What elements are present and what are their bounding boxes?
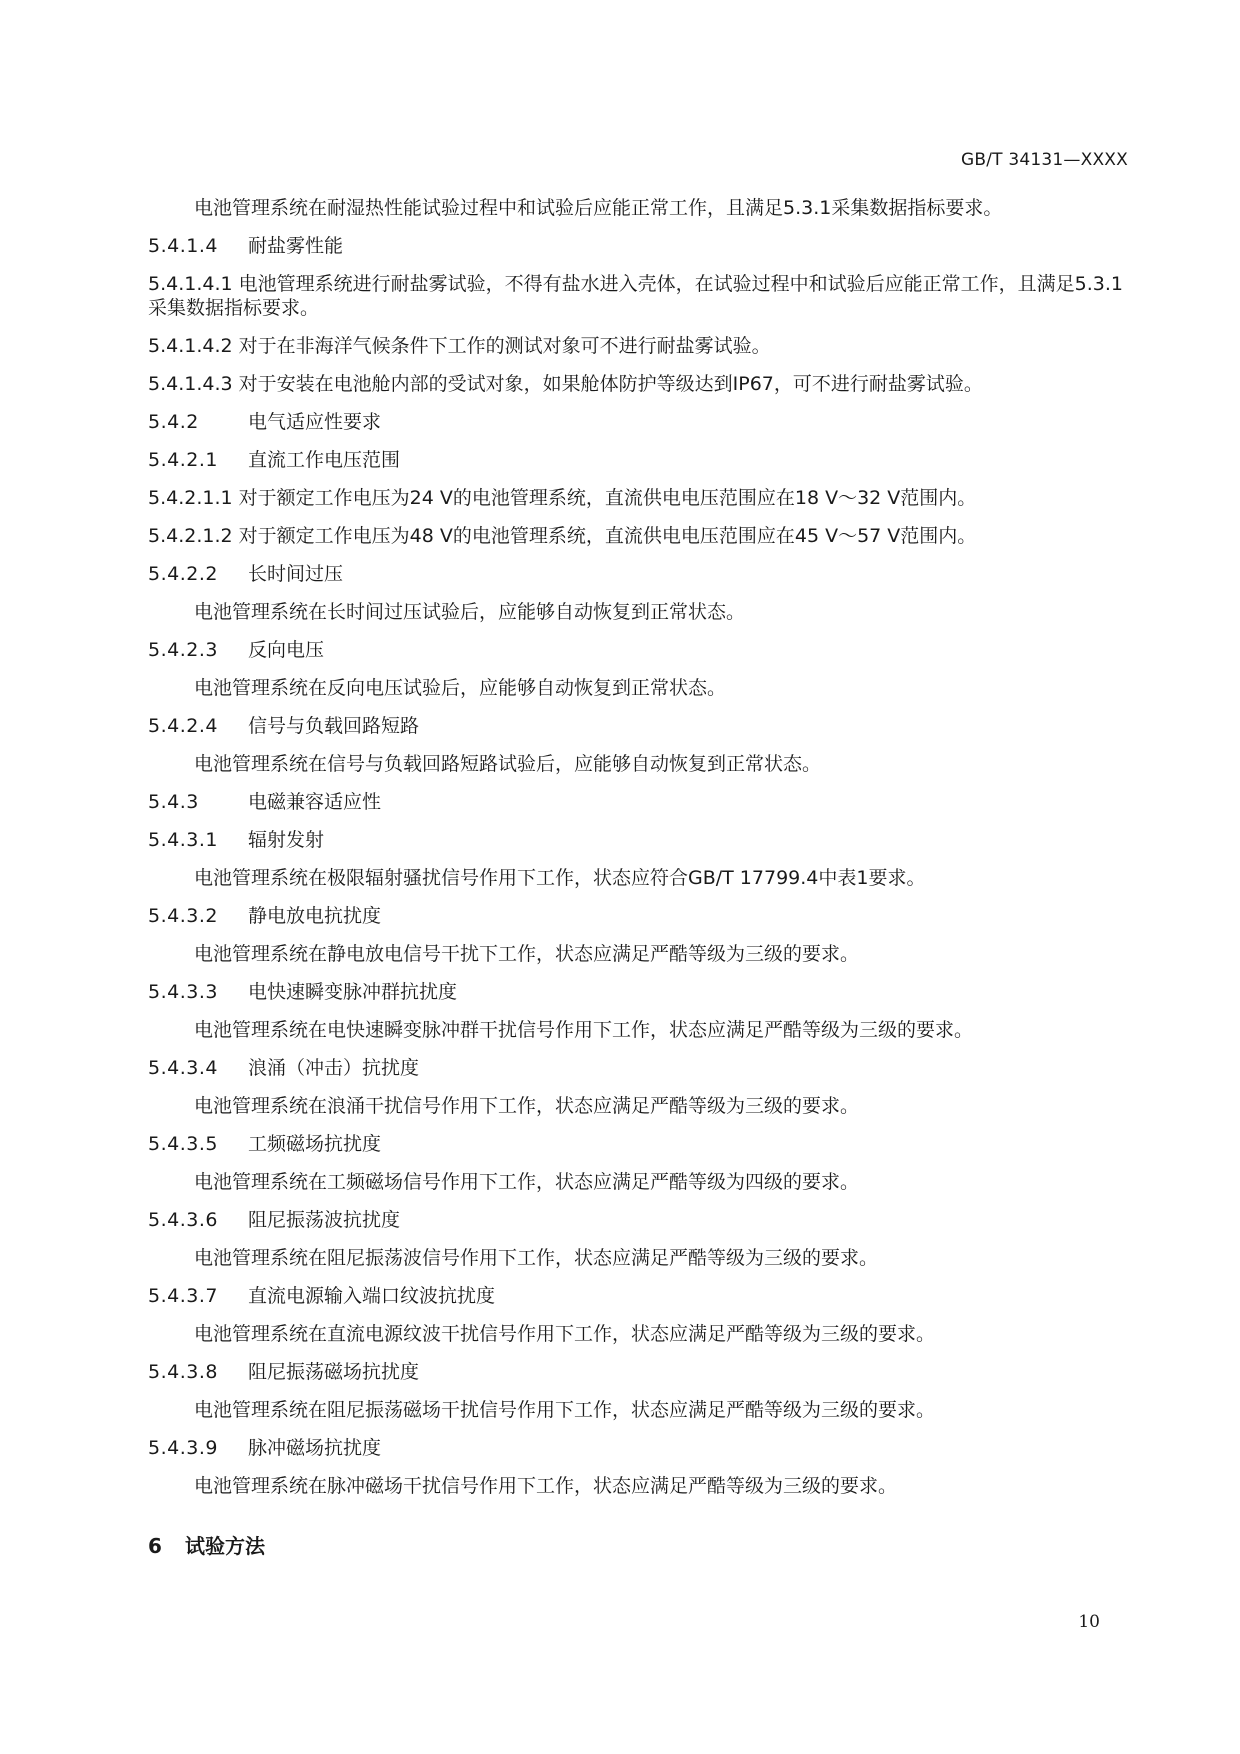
section-heading <box>148 234 1128 272</box>
section-heading <box>148 562 1128 600</box>
page-number: 10 <box>1078 1612 1100 1632</box>
section-title: 长时间过压 <box>248 563 344 585</box>
section-title: 5.4.1.4.3 对于安装在电池舱内部的受试对象，如果舱体防护等级达到IP67，可不进行耐盐雾试验。 <box>148 373 983 395</box>
section-number: 5.4.1.4 <box>148 235 218 257</box>
section-heading <box>148 638 1128 676</box>
section-heading <box>148 714 1128 752</box>
paragraph: 电池管理系统在长时间过压试验后，应能够自动恢复到正常状态。 <box>194 601 746 623</box>
section-number: 5.4.3.7 <box>148 1285 218 1307</box>
chapter-number: 6 <box>148 1534 163 1558</box>
section-number: 5.4.3.2 <box>148 905 218 927</box>
section-heading <box>148 448 1128 486</box>
section-heading <box>148 1360 1128 1398</box>
section-number: 5.4.3.9 <box>148 1437 218 1459</box>
section-title: 阻尼振荡波抗扰度 <box>248 1209 401 1231</box>
section-heading <box>148 1436 1128 1474</box>
section-title: 浪涌（冲击）抗扰度 <box>248 1057 420 1079</box>
section-number: 5.4.2.3 <box>148 639 218 661</box>
section-title: 阻尼振荡磁场抗扰度 <box>248 1361 420 1383</box>
section-heading <box>148 486 1128 524</box>
section-number: 5.4.3.8 <box>148 1361 218 1383</box>
paragraph: 电池管理系统在工频磁场信号作用下工作，状态应满足严酷等级为四级的要求。 <box>194 1171 860 1193</box>
paragraph: 电池管理系统在脉冲磁场干扰信号作用下工作，状态应满足严酷等级为三级的要求。 <box>194 1475 898 1497</box>
section-number: 5.4.3 <box>148 791 199 813</box>
section-lines <box>148 196 1128 1512</box>
section-number: 5.4.2.2 <box>148 563 218 585</box>
section-number: 5.4.3.3 <box>148 981 218 1003</box>
paragraph: 电池管理系统在直流电源纹波干扰信号作用下工作，状态应满足严酷等级为三级的要求。 <box>194 1323 936 1345</box>
section-heading <box>148 904 1128 942</box>
paragraph: 电池管理系统在静电放电信号干扰下工作，状态应满足严酷等级为三级的要求。 <box>194 943 860 965</box>
section-number: 5.4.3.1 <box>148 829 218 851</box>
section-title: 信号与负载回路短路 <box>248 715 420 737</box>
section-number: 5.4.2 <box>148 411 199 433</box>
section-heading <box>148 1056 1128 1094</box>
section-title: 反向电压 <box>248 639 325 661</box>
section-title: 辐射发射 <box>248 829 325 851</box>
section-heading <box>148 790 1128 828</box>
section-number: 5.4.2.1 <box>148 449 218 471</box>
section-title: 5.4.2.1.2 对于额定工作电压为48 V的电池管理系统，直流供电电压范围应在45 V～57 V范围内。 <box>148 525 977 547</box>
section-number: 5.4.3.4 <box>148 1057 218 1079</box>
chapter-heading <box>148 1534 1128 1572</box>
section-heading <box>148 372 1128 410</box>
section-title: 5.4.1.4.2 对于在非海洋气候条件下工作的测试对象可不进行耐盐雾试验。 <box>148 335 771 357</box>
section-title: 脉冲磁场抗扰度 <box>248 1437 382 1459</box>
section-heading <box>148 524 1128 562</box>
section-heading <box>148 410 1128 448</box>
section-title: 电气适应性要求 <box>248 411 382 433</box>
section-title: 耐盐雾性能 <box>248 235 344 257</box>
document-body <box>148 196 1128 1572</box>
section-heading <box>148 1208 1128 1246</box>
paragraph: 电池管理系统在反向电压试验后，应能够自动恢复到正常状态。 <box>194 677 727 699</box>
section-title: 静电放电抗扰度 <box>248 905 382 927</box>
chapter-title: 试验方法 <box>184 1534 265 1558</box>
section-number: 5.4.2.4 <box>148 715 218 737</box>
section-heading <box>148 828 1128 866</box>
paragraph: 电池管理系统在阻尼振荡波信号作用下工作，状态应满足严酷等级为三级的要求。 <box>194 1247 879 1269</box>
section-title: 直流电源输入端口纹波抗扰度 <box>248 1285 496 1307</box>
section-title: 电磁兼容适应性 <box>248 791 382 813</box>
paragraph: 电池管理系统在极限辐射骚扰信号作用下工作，状态应符合GB/T 17799.4中表1要求。 <box>194 867 926 889</box>
paragraph: 电池管理系统在信号与负载回路短路试验后，应能够自动恢复到正常状态。 <box>194 753 822 775</box>
clause: 5.4.1.4.1 电池管理系统进行耐盐雾试验，不得有盐水进入壳体，在试验过程中和试验后应能正常工作，且满足5.3.1采集数据指标要求。 <box>148 273 1123 319</box>
section-heading <box>148 980 1128 1018</box>
section-title: 电快速瞬变脉冲群抗扰度 <box>248 981 458 1003</box>
document-code: GB/T 34131—XXXX <box>960 150 1128 170</box>
paragraph: 电池管理系统在浪涌干扰信号作用下工作，状态应满足严酷等级为三级的要求。 <box>194 1095 860 1117</box>
section-number: 5.4.3.6 <box>148 1209 218 1231</box>
section-number: 5.4.3.5 <box>148 1133 218 1155</box>
section-heading <box>148 1284 1128 1322</box>
paragraph: 电池管理系统在阻尼振荡磁场干扰信号作用下工作，状态应满足严酷等级为三级的要求。 <box>194 1399 936 1421</box>
section-title: 5.4.2.1.1 对于额定工作电压为24 V的电池管理系统，直流供电电压范围应在18 V～32 V范围内。 <box>148 487 977 509</box>
section-heading <box>148 334 1128 372</box>
section-title: 直流工作电压范围 <box>248 449 401 471</box>
section-heading <box>148 1132 1128 1170</box>
section-title: 工频磁场抗扰度 <box>248 1133 382 1155</box>
paragraph: 电池管理系统在耐湿热性能试验过程中和试验后应能正常工作，且满足5.3.1采集数据指标要求。 <box>194 197 1003 219</box>
paragraph: 电池管理系统在电快速瞬变脉冲群干扰信号作用下工作，状态应满足严酷等级为三级的要求。 <box>194 1019 974 1041</box>
